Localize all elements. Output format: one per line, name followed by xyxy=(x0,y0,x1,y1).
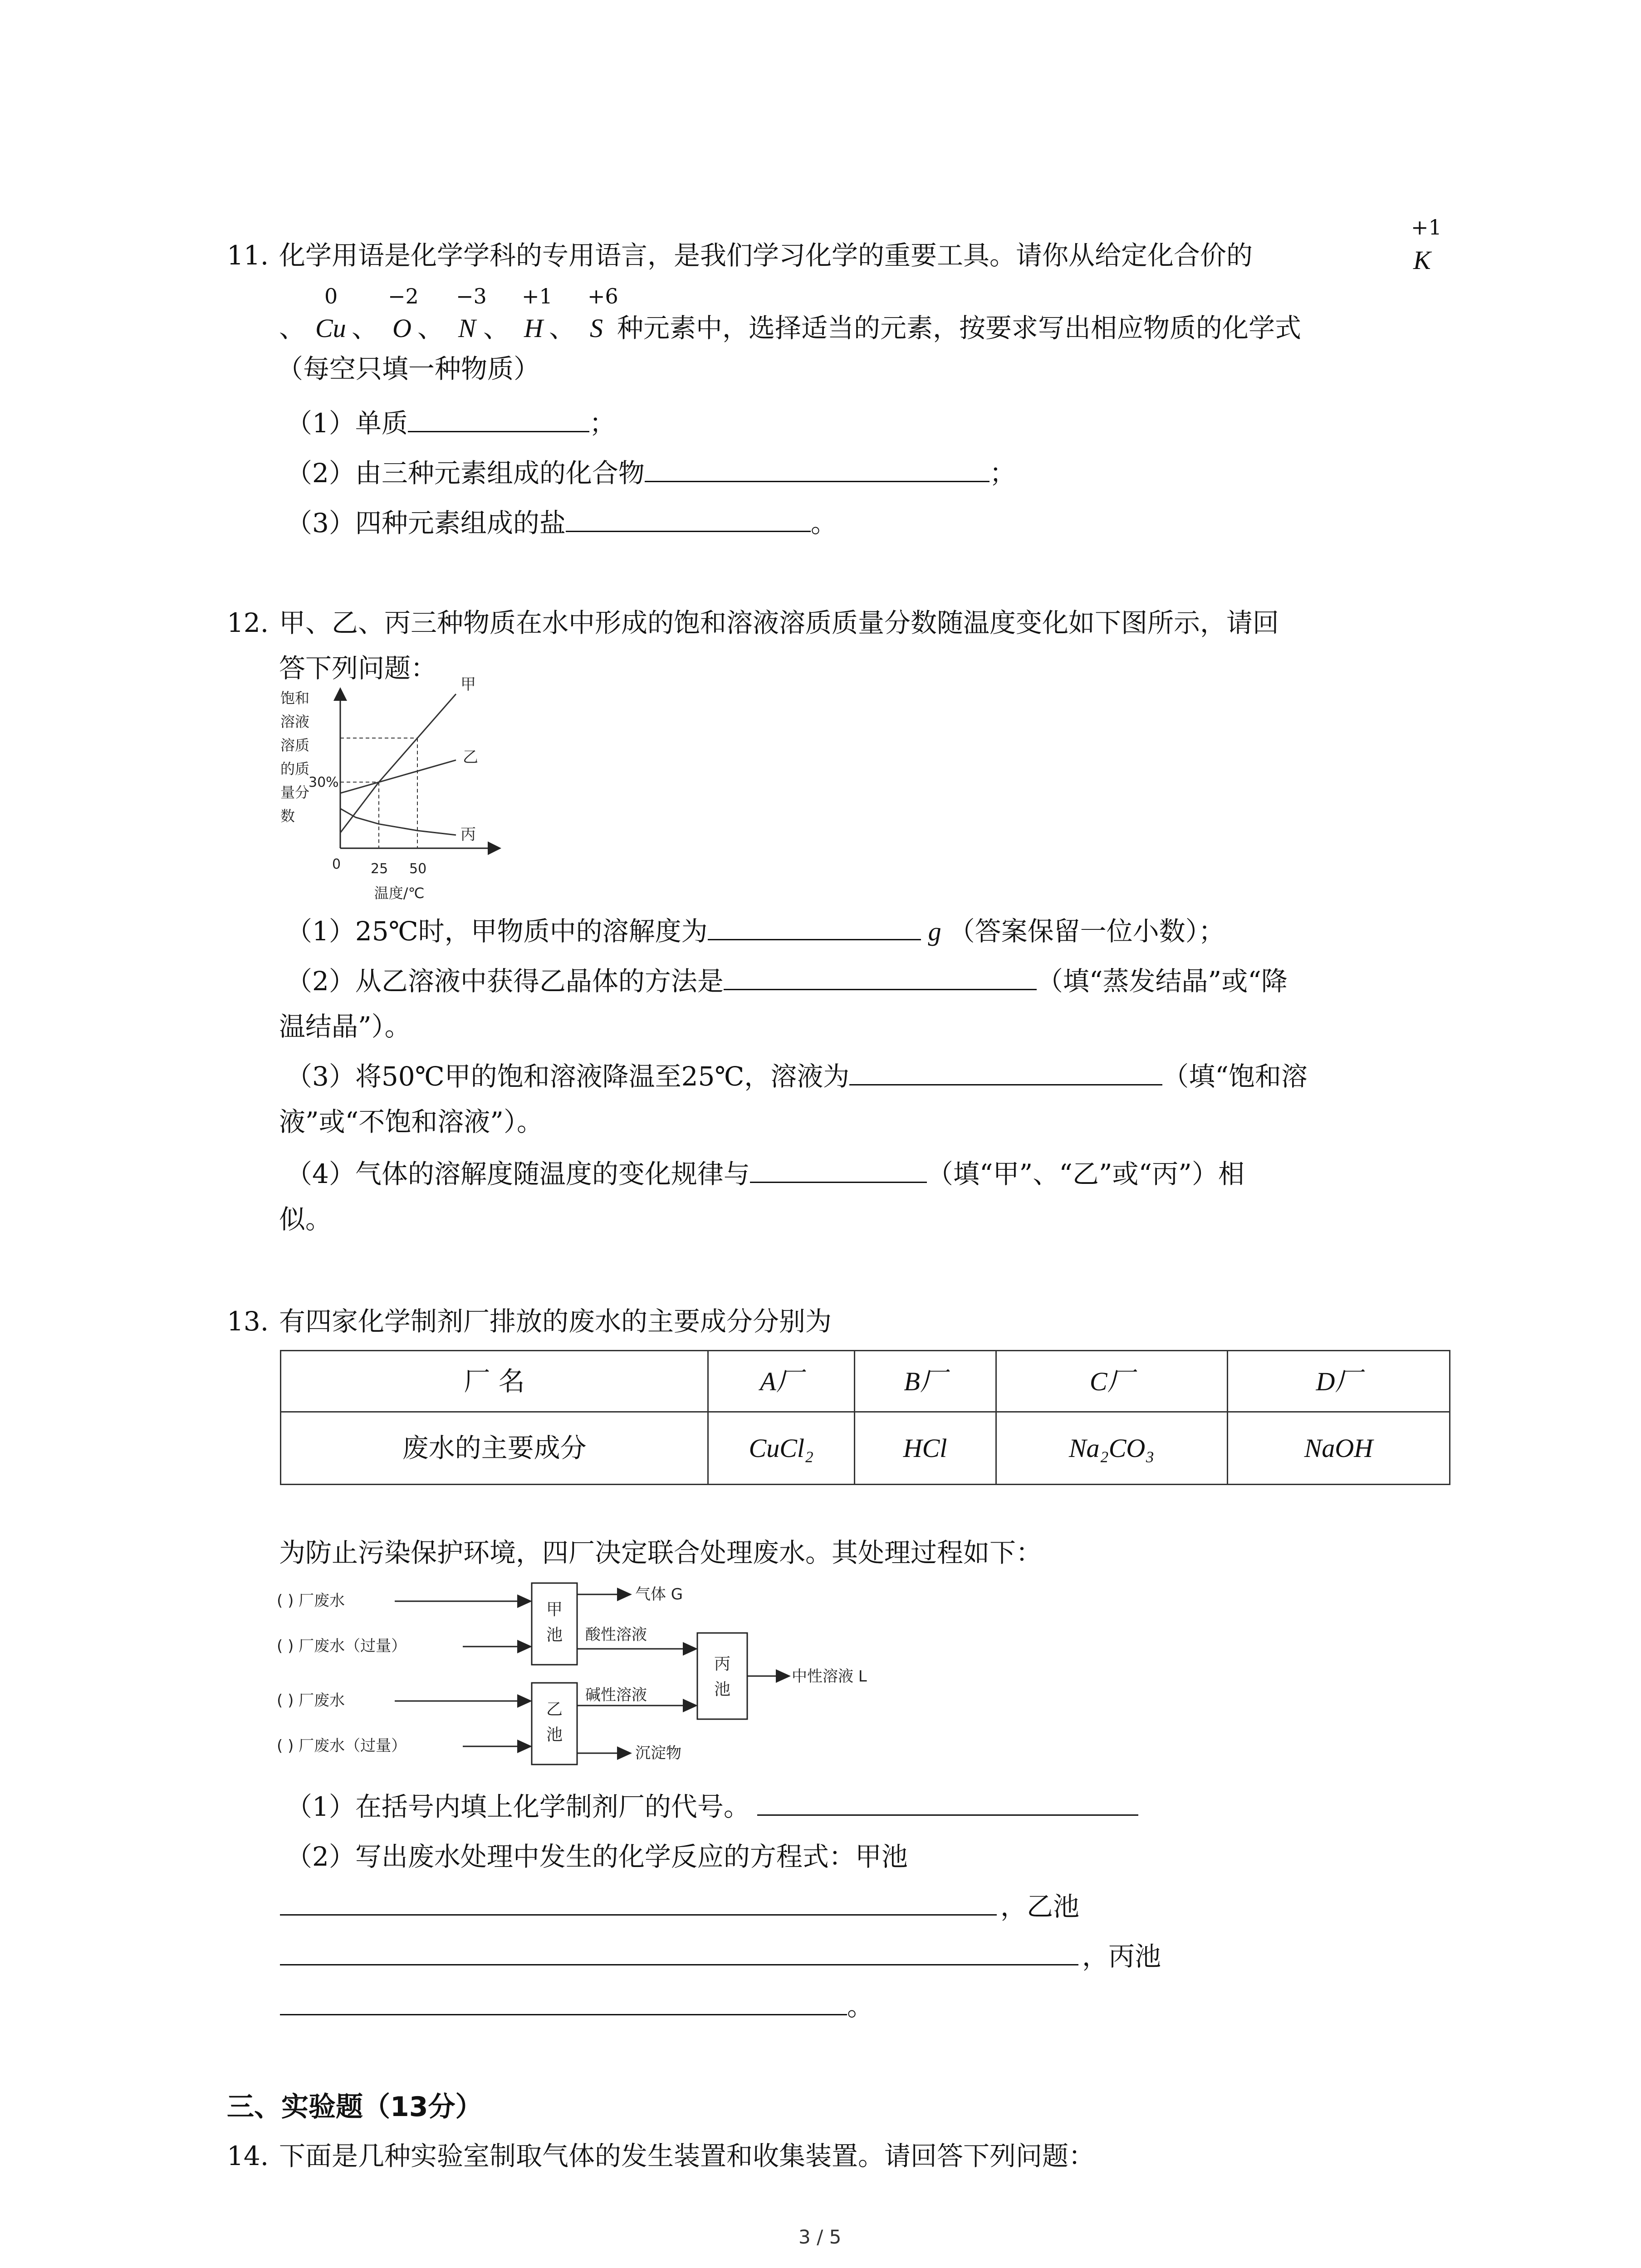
y-axis-label: 数 xyxy=(280,807,295,825)
q14-text: 下面是几种实验室制取气体的发生装置和收集装置。请回答下列问题： xyxy=(279,2141,1095,2171)
answer-blank[interactable] xyxy=(708,915,921,940)
valence-K: +1 xyxy=(1411,215,1442,240)
input-1-label: ( ) 厂废水 xyxy=(277,1592,345,1610)
answer-blank[interactable] xyxy=(408,407,589,432)
q11-part2-text: （2）由三种元素组成的化合物 xyxy=(286,458,645,489)
table-cell-D: NaOH xyxy=(1227,1412,1450,1485)
q12-part3-text: （3）将50℃甲的饱和溶液降温至25℃，溶液为 xyxy=(286,1061,850,1092)
valence-H: +1 xyxy=(522,284,553,308)
valence-S: +6 xyxy=(588,284,618,308)
base-label: 碱性溶液 xyxy=(585,1686,647,1704)
pool-a-label: 甲池 xyxy=(546,1600,563,1644)
element-S: S xyxy=(590,313,603,343)
q13-part2-line-b xyxy=(280,1937,1161,1976)
q13-process-intro: 为防止污染保护环境，四厂决定联合处理废水。其处理过程如下： xyxy=(279,1537,1043,1568)
y-axis-label: 溶液 xyxy=(280,713,310,730)
element-O: O xyxy=(392,313,411,343)
pool-b-label: 乙池 xyxy=(546,1700,563,1744)
series-line-2 xyxy=(340,760,456,793)
sep-3: 、 xyxy=(417,313,444,343)
element-K: K xyxy=(1413,245,1431,275)
q13-part1-text: （1）在括号内填上化学制剂厂的代号。 xyxy=(286,1791,750,1822)
sep-2: 、 xyxy=(352,313,378,343)
y-axis-label: 溶质 xyxy=(280,737,310,754)
element-Cu: Cu xyxy=(315,313,346,343)
table-header-D: D厂 xyxy=(1227,1351,1450,1412)
q12-part1-text: （1）25℃时，甲物质中的溶解度为 xyxy=(286,916,708,947)
input-2-label: ( ) 厂废水（过量） xyxy=(277,1637,407,1655)
q11-line2: 种元素中，选择适当的元素，按要求写出相应物质的化学式 xyxy=(617,313,1302,343)
pool-c-label: 丙池 xyxy=(714,1655,731,1699)
solubility-chart xyxy=(277,675,558,907)
q12-part2-note: （填“蒸发结晶”或“降 xyxy=(1036,966,1288,997)
table-header-B: B厂 xyxy=(854,1351,996,1412)
answer-blank[interactable] xyxy=(280,1990,847,2015)
x-tick-label: 25 xyxy=(371,861,388,877)
x-tick-label: 50 xyxy=(409,861,427,877)
q12-part2-cont: 温结晶”）。 xyxy=(279,1011,411,1042)
q12-part4-note: （填“甲”、“乙”或“丙”）相 xyxy=(926,1158,1244,1189)
q13-part2: （2）写出废水处理中发生的化学反应的方程式：甲池 xyxy=(286,1841,908,1872)
element-H: H xyxy=(524,313,543,343)
sep-4: 、 xyxy=(483,313,510,343)
q13-pool-c-prefix: ，丙池 xyxy=(1082,1941,1161,1972)
y-axis-label: 饱和 xyxy=(280,689,310,707)
q14-number: 14. xyxy=(227,2141,269,2171)
q11-part1 xyxy=(286,404,616,443)
x-tick-label: 0 xyxy=(332,856,341,872)
table-cell-A: CuCl₂ xyxy=(708,1412,854,1485)
q12-part1 xyxy=(286,912,1225,951)
sep-5: 、 xyxy=(549,313,576,343)
series-line-3 xyxy=(340,809,456,835)
q11-line3: （每空只填一种物质） xyxy=(277,353,540,384)
q12-part4 xyxy=(286,1154,1244,1194)
q12-line1: 甲、乙、丙三种物质在水中形成的饱和溶液溶质质量分数随温度变化如下图所示，请回 xyxy=(279,607,1279,638)
precip-label: 沉淀物 xyxy=(635,1744,681,1762)
answer-blank[interactable] xyxy=(757,1791,1138,1816)
q11-number: 11. xyxy=(227,240,269,271)
q12-part2-text: （2）从乙溶液中获得乙晶体的方法是 xyxy=(286,966,724,997)
y-axis-label: 量分 xyxy=(280,784,310,801)
answer-blank[interactable] xyxy=(280,1941,1078,1965)
unit-g: g xyxy=(928,917,941,946)
valence-O: −2 xyxy=(388,284,419,308)
q11-part2 xyxy=(286,454,1016,493)
acid-label: 酸性溶液 xyxy=(585,1626,647,1644)
series-label: 甲 xyxy=(460,675,476,694)
input-3-label: ( ) 厂废水 xyxy=(277,1691,345,1710)
series-label: 乙 xyxy=(463,748,478,767)
series-line-1 xyxy=(340,694,456,833)
table-cell-C: Na₂CO₃ xyxy=(996,1412,1227,1485)
q12-line2: 答下列问题： xyxy=(279,653,437,684)
neutral-label: 中性溶液 L xyxy=(792,1667,867,1686)
input-4-label: ( ) 厂废水（过量） xyxy=(277,1737,407,1755)
q13-intro: 有四家化学制剂厂排放的废水的主要成分分别为 xyxy=(279,1306,832,1337)
y-axis-label: 的质 xyxy=(280,760,310,777)
element-N: N xyxy=(458,313,476,343)
q13-end: 。 xyxy=(847,1991,874,2022)
section-3-title: 三、实验题（13分） xyxy=(227,2091,483,2123)
pool-a-box xyxy=(532,1583,577,1665)
table-header-A: A厂 xyxy=(708,1351,854,1412)
q11-part1-text: （1）单质 xyxy=(286,408,408,439)
q12-part3-cont: 液”或“不饱和溶液”）。 xyxy=(279,1106,543,1137)
q11-part3 xyxy=(286,503,837,543)
table-cell-B: HCl xyxy=(854,1412,996,1485)
answer-blank[interactable] xyxy=(849,1061,1162,1085)
q12-part4-cont: 似。 xyxy=(279,1204,332,1235)
q12-part3 xyxy=(286,1057,1308,1096)
table-header-C: C厂 xyxy=(996,1351,1227,1412)
y-tick-label: 30% xyxy=(309,774,339,791)
table-row-label: 废水的主要成分 xyxy=(281,1412,708,1485)
gas-label: 气体 G xyxy=(635,1585,683,1603)
answer-blank[interactable] xyxy=(750,1158,927,1183)
valence-Cu: 0 xyxy=(324,284,338,308)
q11-line1: 化学用语是化学学科的专用语言，是我们学习化学的重要工具。请你从给定化合价的 xyxy=(279,240,1253,271)
q13-number: 13. xyxy=(227,1306,269,1337)
q13-part2-line-c xyxy=(280,1987,873,2026)
q13-part1 xyxy=(286,1787,1138,1827)
q12-part1-note: （答案保留一位小数）； xyxy=(948,916,1225,947)
page-number: 3 / 5 xyxy=(798,2226,842,2248)
answer-blank[interactable] xyxy=(645,457,989,482)
series-label: 丙 xyxy=(460,825,476,844)
q11-part3-end: 。 xyxy=(810,508,837,538)
q12-part4-text: （4）气体的溶解度随温度的变化规律与 xyxy=(286,1158,750,1189)
waste-table xyxy=(280,1350,1450,1485)
table-header-name: 厂 名 xyxy=(281,1351,708,1412)
q13-pool-b-prefix: ，乙池 xyxy=(1000,1891,1080,1922)
q12-part2 xyxy=(286,962,1288,1001)
pool-b-box xyxy=(532,1683,577,1765)
sep-1: 、 xyxy=(279,313,306,343)
valence-N: −3 xyxy=(456,284,487,308)
x-axis-label: 温度/℃ xyxy=(374,885,425,902)
pool-c-box xyxy=(697,1633,747,1719)
q13-part2-line-a xyxy=(280,1887,1079,1926)
answer-blank[interactable] xyxy=(566,507,811,532)
q12-number: 12. xyxy=(227,607,269,638)
process-flow-diagram xyxy=(272,1583,953,1783)
q11-part2-end: ； xyxy=(989,458,1016,489)
answer-blank[interactable] xyxy=(724,965,1037,990)
answer-blank[interactable] xyxy=(280,1891,997,1916)
q11-part3-text: （3）四种元素组成的盐 xyxy=(286,508,566,538)
q12-part3-note: （填“饱和溶 xyxy=(1162,1061,1308,1092)
q11-part1-end: ； xyxy=(589,408,616,439)
